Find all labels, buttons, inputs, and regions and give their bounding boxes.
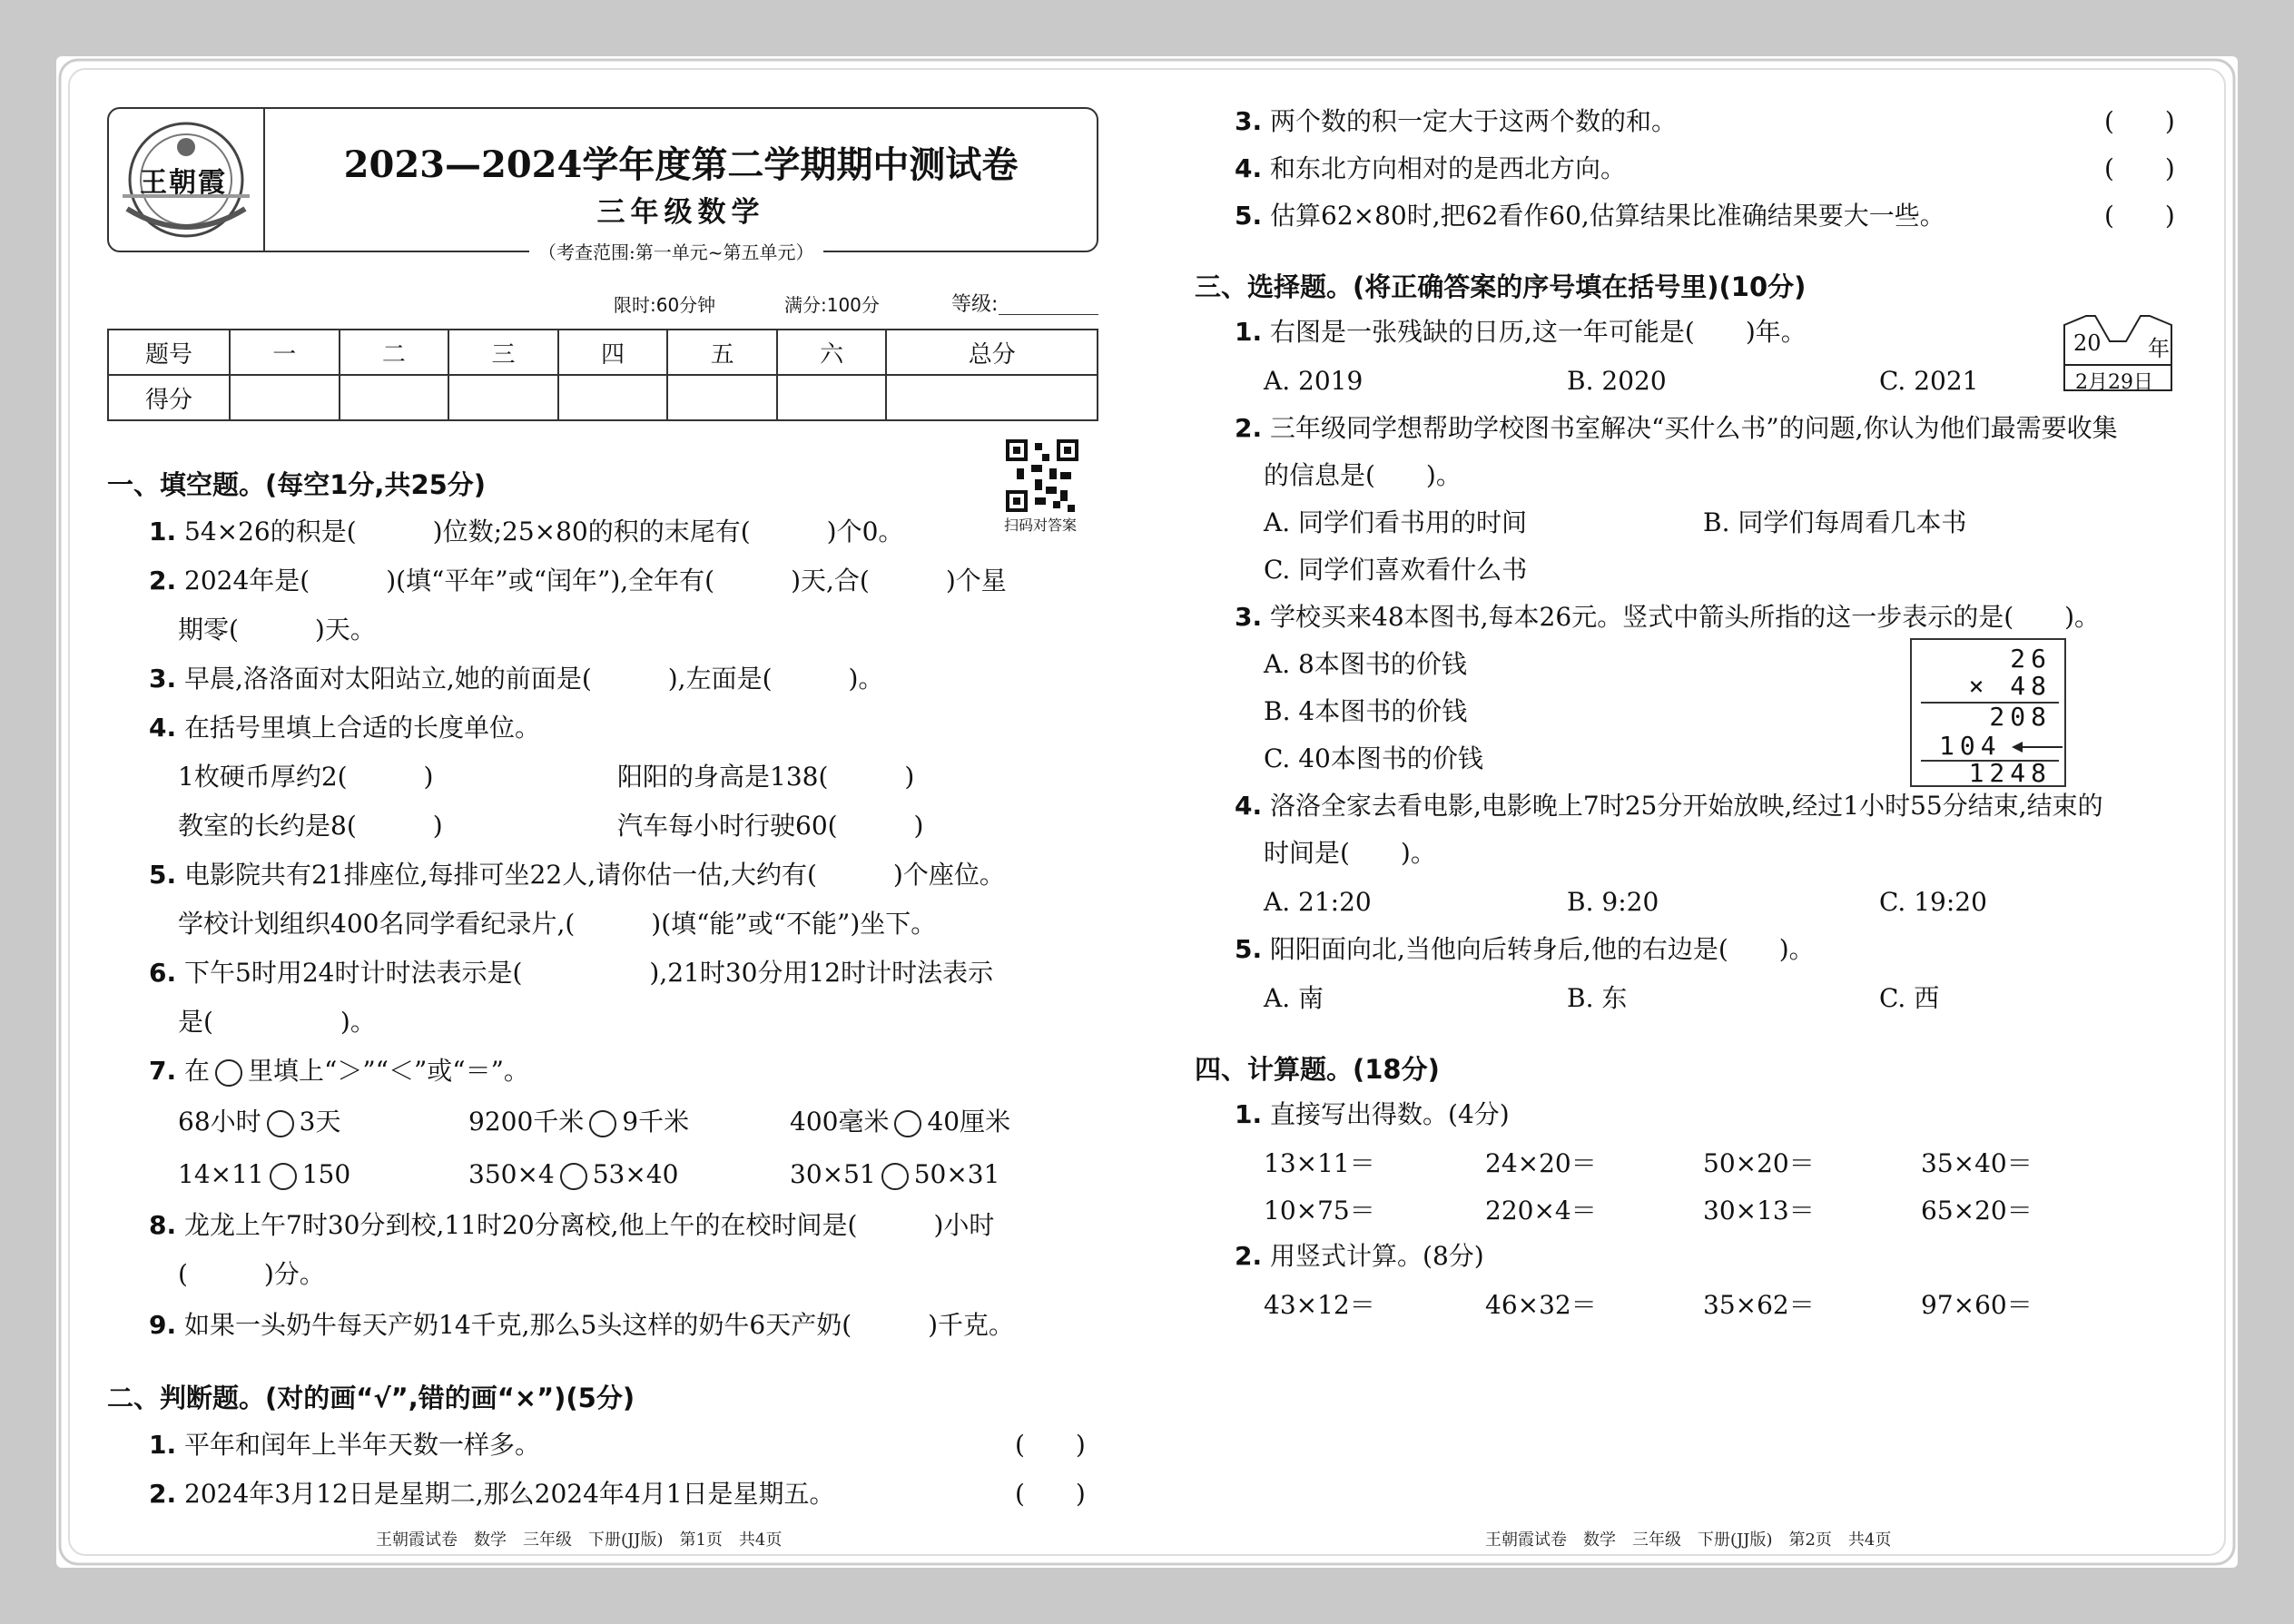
answer-circle[interactable] bbox=[267, 1110, 294, 1137]
question-1-9 bbox=[149, 1307, 1014, 1343]
exam-subtitle: 三年级数学 bbox=[596, 196, 765, 229]
question-number: 8. bbox=[149, 1210, 177, 1240]
question-number: 5. bbox=[1235, 201, 1263, 231]
option-c[interactable]: C. 同学们喜欢看什么书 bbox=[1264, 555, 1528, 585]
compare-right: 53×40 bbox=[592, 1159, 679, 1189]
question-item: 阳阳的身高是138( ) bbox=[617, 762, 915, 792]
question-number: 2. bbox=[1235, 413, 1263, 443]
answer-paren[interactable]: ( ) bbox=[1015, 1430, 1086, 1460]
option-a[interactable]: A. 2019 bbox=[1264, 366, 1364, 396]
question-number: 1. bbox=[149, 1430, 177, 1460]
choice-question-4 bbox=[1235, 788, 2103, 824]
choice-question-2 bbox=[1235, 410, 2118, 447]
option-c[interactable]: C. 西 bbox=[1879, 983, 1940, 1013]
choice-question-5 bbox=[1235, 931, 1815, 968]
question-1-8 bbox=[149, 1207, 994, 1244]
question-number: 4. bbox=[1235, 153, 1263, 183]
option-c[interactable]: C. 40本图书的价钱 bbox=[1264, 743, 1483, 773]
question-number: 1. bbox=[1235, 317, 1263, 347]
torn-calendar bbox=[2059, 314, 2177, 392]
question-number: 1. bbox=[1235, 1099, 1263, 1129]
section-2-title: 二、判断题。(对的画“√”,错的画“×”)(5分) bbox=[107, 1383, 635, 1413]
question-text: 在括号里填上合适的长度单位。 bbox=[184, 713, 541, 743]
question-number: 2. bbox=[149, 566, 177, 595]
mult-line-4: 104 bbox=[1939, 731, 2002, 761]
answer-circle[interactable] bbox=[270, 1163, 297, 1190]
option-b[interactable]: B. 4本图书的价钱 bbox=[1264, 696, 1468, 726]
score-header-cell: 题号 bbox=[108, 330, 230, 375]
calc-item[interactable]: 24×20＝ bbox=[1485, 1148, 1597, 1178]
score-row-label: 得分 bbox=[108, 375, 230, 420]
question-text: 里填上“＞”“＜”或“＝”。 bbox=[248, 1056, 529, 1086]
option-c[interactable]: C. 19:20 bbox=[1879, 887, 1987, 917]
calc-item[interactable]: 50×20＝ bbox=[1703, 1148, 1815, 1178]
arrow-left-icon bbox=[2010, 738, 2064, 756]
footer-left: 王朝霞试卷 数学 三年级 下册(JJ版) 第1页 共4页 bbox=[376, 1530, 783, 1550]
option-a[interactable]: A. 同学们看书用的时间 bbox=[1264, 507, 1528, 537]
compare-item bbox=[178, 1156, 350, 1193]
compare-right: 50×31 bbox=[913, 1159, 1000, 1189]
question-1-3 bbox=[149, 661, 883, 697]
question-1-6 bbox=[149, 955, 993, 991]
calc-item[interactable]: 10×75＝ bbox=[1264, 1196, 1375, 1225]
option-a[interactable]: A. 21:20 bbox=[1264, 887, 1372, 917]
question-number: 5. bbox=[149, 860, 177, 890]
question-text-cont: ( )分。 bbox=[178, 1259, 325, 1289]
question-number: 4. bbox=[149, 713, 177, 743]
question-text: 两个数的积一定大于这两个数的和。 bbox=[1270, 106, 1678, 136]
compare-right: 9千米 bbox=[622, 1107, 690, 1137]
calc-item[interactable]: 220×4＝ bbox=[1485, 1196, 1597, 1225]
answer-circle[interactable] bbox=[589, 1110, 616, 1137]
question-number: 1. bbox=[149, 517, 177, 546]
answer-paren[interactable]: ( ) bbox=[1015, 1479, 1086, 1509]
question-text: 用竖式计算。(8分) bbox=[1270, 1241, 1484, 1271]
score-cell[interactable] bbox=[230, 375, 340, 420]
option-b[interactable]: B. 9:20 bbox=[1567, 887, 1659, 917]
question-text: 阳阳面向北,当他向后转身后,他的右边是( )。 bbox=[1270, 934, 1815, 964]
question-number: 2. bbox=[149, 1479, 177, 1509]
score-cell[interactable] bbox=[448, 375, 558, 420]
calendar-date: 2月29日 bbox=[2075, 371, 2153, 394]
score-header-cell: 二 bbox=[340, 330, 449, 375]
compare-left: 30×51 bbox=[790, 1159, 876, 1189]
exam-title: 2023—2024学年度第二学期期中测试卷 bbox=[343, 143, 1019, 186]
question-1-4 bbox=[149, 710, 540, 746]
compare-item bbox=[468, 1156, 678, 1193]
question-text: 电影院共有21排座位,每排可坐22人,请你估一估,大约有( )个座位。 bbox=[184, 860, 1005, 890]
question-number: 3. bbox=[149, 664, 177, 694]
question-1-7 bbox=[149, 1053, 529, 1089]
calc-item[interactable]: 30×13＝ bbox=[1703, 1196, 1815, 1225]
question-text: 三年级同学想帮助学校图书室解决“买什么书”的问题,你认为他们最需要收集 bbox=[1270, 413, 2118, 443]
compare-left: 9200千米 bbox=[468, 1107, 585, 1137]
time-limit: 限时:60分钟 bbox=[614, 294, 716, 316]
calendar-year: 20 bbox=[2073, 330, 2102, 356]
question-text: 和东北方向相对的是西北方向。 bbox=[1270, 153, 1627, 183]
question-1-1 bbox=[149, 514, 903, 550]
question-text: 洛洛全家去看电影,电影晚上7时25分开始放映,经过1小时55分结束,结束的 bbox=[1270, 791, 2103, 821]
question-item: 汽车每小时行驶60( ) bbox=[617, 811, 924, 841]
question-text: 如果一头奶牛每天产奶14千克,那么5头这样的奶牛6天产奶( )千克。 bbox=[184, 1310, 1015, 1340]
section-1-title: 一、填空题。(每空1分,共25分) bbox=[107, 469, 487, 500]
question-item: 教室的长约是8( ) bbox=[178, 811, 443, 841]
question-text-cont: 是( )。 bbox=[178, 1007, 376, 1037]
score-cell[interactable] bbox=[340, 375, 449, 420]
question-number: 6. bbox=[149, 958, 177, 988]
full-score: 满分:100分 bbox=[784, 294, 880, 316]
judge-item-3 bbox=[1235, 103, 1677, 140]
calc-item[interactable]: 35×62＝ bbox=[1703, 1290, 1815, 1320]
question-text: 学校买来48本图书,每本26元。竖式中箭头所指的这一步表示的是( )。 bbox=[1270, 602, 2101, 632]
calc-item[interactable]: 65×20＝ bbox=[1921, 1196, 2033, 1225]
judge-item-5 bbox=[1235, 198, 1945, 234]
question-number: 3. bbox=[1235, 602, 1263, 632]
question-text-cont: 学校计划组织400名同学看纪录片,( )(填“能”或“不能”)坐下。 bbox=[178, 909, 937, 939]
answer-paren[interactable]: ( ) bbox=[2104, 153, 2175, 183]
question-text-cont: 的信息是( )。 bbox=[1264, 460, 1462, 490]
calc-item[interactable]: 35×40＝ bbox=[1921, 1148, 2033, 1178]
question-number: 4. bbox=[1235, 791, 1263, 821]
calc-item[interactable]: 97×60＝ bbox=[1921, 1290, 2033, 1320]
question-number: 2. bbox=[1235, 1241, 1263, 1271]
compare-left: 400毫米 bbox=[790, 1107, 890, 1137]
choice-question-1 bbox=[1235, 314, 1807, 350]
compare-circle-icon bbox=[215, 1059, 242, 1087]
option-a[interactable]: A. 南 bbox=[1264, 983, 1324, 1013]
mult-line-1: 26 bbox=[2010, 644, 2052, 674]
question-number: 5. bbox=[1235, 934, 1263, 964]
score-cell[interactable] bbox=[777, 375, 887, 420]
question-item: 1枚硬币厚约2( ) bbox=[178, 762, 434, 792]
choice-question-3 bbox=[1235, 599, 2100, 635]
compare-right: 40厘米 bbox=[927, 1107, 1011, 1137]
compare-item bbox=[468, 1104, 689, 1140]
score-cell[interactable] bbox=[667, 375, 777, 420]
score-header-cell: 一 bbox=[230, 330, 340, 375]
qr-caption: 扫码对答案 bbox=[1004, 517, 1078, 534]
judge-item-2 bbox=[149, 1476, 835, 1512]
grade-input[interactable] bbox=[999, 314, 1098, 315]
question-text: 直接写出得数。(4分) bbox=[1270, 1099, 1510, 1129]
option-c[interactable]: C. 2021 bbox=[1879, 366, 1979, 396]
question-text: 早晨,洛洛面对太阳站立,她的前面是( ),左面是( )。 bbox=[184, 664, 884, 694]
judge-item-1 bbox=[149, 1427, 540, 1463]
section-3-title: 三、选择题。(将正确答案的序号填在括号里)(10分) bbox=[1195, 271, 1807, 302]
question-number: 3. bbox=[1235, 106, 1263, 136]
question-number: 9. bbox=[149, 1310, 177, 1340]
answer-circle[interactable] bbox=[560, 1163, 587, 1190]
publisher-logo bbox=[109, 109, 265, 251]
logo-text: 王朝霞 bbox=[140, 167, 227, 199]
compare-item bbox=[178, 1104, 340, 1140]
score-cell[interactable] bbox=[886, 375, 1098, 420]
score-header-cell: 三 bbox=[448, 330, 558, 375]
compare-right: 150 bbox=[301, 1159, 351, 1189]
footer-right: 王朝霞试卷 数学 三年级 下册(JJ版) 第2页 共4页 bbox=[1485, 1530, 1892, 1550]
calc-question-1 bbox=[1235, 1097, 1510, 1133]
mult-line-2: × 48 bbox=[1968, 671, 2052, 701]
option-b[interactable]: B. 2020 bbox=[1567, 366, 1667, 396]
compare-left: 14×11 bbox=[178, 1159, 264, 1189]
compare-right: 3天 bbox=[299, 1107, 341, 1137]
score-header-cell: 总分 bbox=[886, 330, 1098, 375]
question-number: 7. bbox=[149, 1056, 177, 1086]
grade-label: 等级: bbox=[951, 293, 999, 316]
score-header-cell: 四 bbox=[558, 330, 668, 375]
question-text: 54×26的积是( )位数;25×80的积的末尾有( )个0。 bbox=[184, 517, 904, 546]
question-text: 右图是一张残缺的日历,这一年可能是( )年。 bbox=[1270, 317, 1807, 347]
score-header-cell: 五 bbox=[667, 330, 777, 375]
question-1-2 bbox=[149, 563, 1007, 599]
question-1-5 bbox=[149, 857, 1005, 893]
option-a[interactable]: A. 8本图书的价钱 bbox=[1264, 649, 1467, 679]
mult-line-3: 208 bbox=[1989, 702, 2052, 732]
compare-left: 68小时 bbox=[178, 1107, 261, 1137]
calc-item[interactable]: 13×11＝ bbox=[1264, 1148, 1375, 1178]
calc-question-2 bbox=[1235, 1238, 1484, 1275]
compare-item bbox=[790, 1156, 999, 1193]
mult-line-5: 1248 bbox=[1968, 758, 2052, 788]
exam-scope: （考查范围:第一单元~第五单元） bbox=[529, 238, 823, 264]
option-b[interactable]: B. 同学们每周看几本书 bbox=[1703, 507, 1967, 537]
question-text: 下午5时用24时计时法表示是( ),21时30分用12时计时法表示 bbox=[184, 958, 994, 988]
question-text: 龙龙上午7时30分到校,11时20分离校,他上午的在校时间是( )小时 bbox=[184, 1210, 995, 1240]
score-table bbox=[107, 329, 1098, 421]
answer-circle[interactable] bbox=[881, 1163, 909, 1190]
score-header-cell: 六 bbox=[777, 330, 887, 375]
question-text: 平年和闰年上半年天数一样多。 bbox=[184, 1430, 541, 1460]
calc-item[interactable]: 46×32＝ bbox=[1485, 1290, 1597, 1320]
exam-header bbox=[107, 107, 1098, 252]
answer-paren[interactable]: ( ) bbox=[2104, 106, 2175, 136]
judge-item-4 bbox=[1235, 151, 1626, 187]
question-text: 2024年3月12日是星期二,那么2024年4月1日是星期五。 bbox=[184, 1479, 835, 1509]
question-text-cont: 期零( )天。 bbox=[178, 615, 376, 645]
calendar-nian: 年 bbox=[2148, 336, 2170, 361]
answer-paren[interactable]: ( ) bbox=[2104, 201, 2175, 231]
score-cell[interactable] bbox=[558, 375, 668, 420]
vertical-multiplication bbox=[1910, 638, 2066, 787]
question-text: 2024年是( )(填“平年”或“闰年”),全年有( )天,合( )个星 bbox=[184, 566, 1007, 595]
section-4-title: 四、计算题。(18分) bbox=[1195, 1054, 1440, 1085]
compare-item bbox=[790, 1104, 1010, 1140]
qr-code-icon[interactable] bbox=[1006, 439, 1078, 512]
question-text: 估算62×80时,把62看作60,估算结果比准确结果要大一些。 bbox=[1270, 201, 1945, 231]
calc-item[interactable]: 43×12＝ bbox=[1264, 1290, 1375, 1320]
question-text: 在 bbox=[184, 1056, 211, 1086]
answer-circle[interactable] bbox=[894, 1110, 921, 1137]
option-b[interactable]: B. 东 bbox=[1567, 983, 1628, 1013]
question-text-cont: 时间是( )。 bbox=[1264, 838, 1436, 868]
compare-left: 350×4 bbox=[468, 1159, 555, 1189]
